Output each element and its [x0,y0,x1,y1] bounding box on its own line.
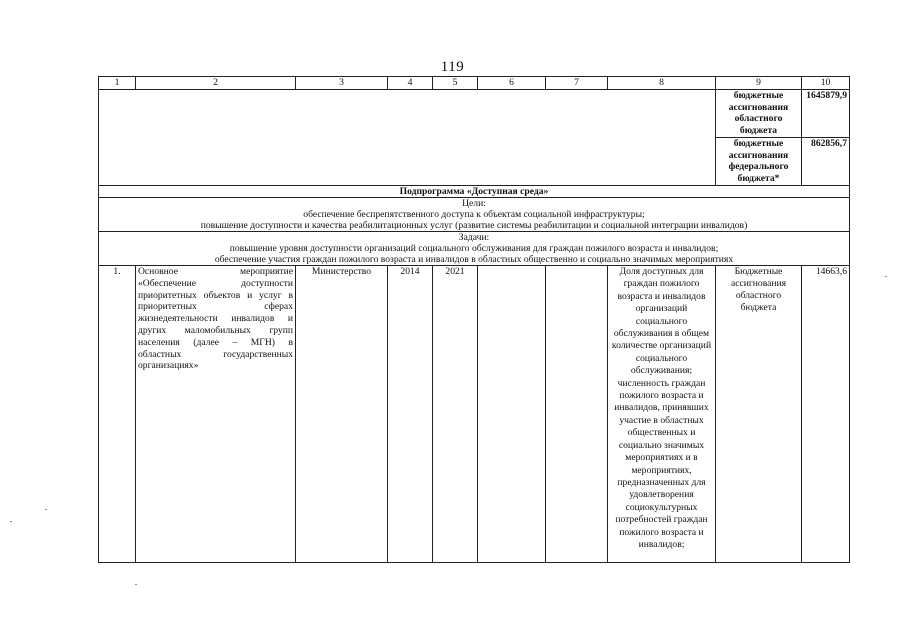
measure-description: Основное мероприятие «Обеспечение доступности приоритетных объектов и услуг в приоритетных сферах жизнедеятельности инвалидов и других маломобильных групп населения (далее – МГН) в областных государственных организациях» [136,266,296,563]
funding-source: бюджетные ассигнования федерального бюджета* [716,138,802,186]
scan-speck [45,509,47,510]
subprogram-title-row [99,186,850,198]
funding-source: Бюджетные ассигнования областного бюджета [716,266,802,563]
column-number-row [99,77,850,90]
goal-line: обеспечение беспрепятственного доступа к объектам социальной инфраструктуры; [303,209,645,220]
program-table [98,76,850,563]
executor: Министерство [296,266,388,563]
funding-row-regional [99,90,850,138]
column-number: 8 [608,77,716,90]
column-number: 9 [716,77,802,90]
column-number: 10 [802,77,850,90]
column-number: 1 [99,77,136,90]
end-year: 2021 [433,266,478,563]
scan-speck [885,276,887,277]
scan-speck [135,584,137,585]
goals-heading: Цели: [462,198,486,209]
measure-row [99,266,850,563]
column-7-cell [546,266,608,563]
goal-line: повышение доступности и качества реабилитационных услуг (развитие системы реабилитации и социальной интеграции инвалидов) [200,220,748,231]
funding-blank-cell [99,90,716,186]
task-line: обеспечение участия граждан пожилого возраста и инвалидов в областных общественно и социально значимых мероприятиях [214,254,734,265]
funding-amount: 1645879,9 [802,90,850,138]
task-line: повышение уровня доступности организаций социального обслуживания для граждан пожилого возраста и инвалидов; [229,243,719,254]
row-number: 1. [99,266,136,563]
column-number: 2 [136,77,296,90]
tasks-row [99,232,850,266]
column-number: 4 [388,77,433,90]
subprogram-title: Подпрограмма «Доступная среда» [99,186,850,198]
goals-row [99,198,850,232]
indicators-text: Доля доступных для граждан пожилого возраста и инвалидов организаций социального обслуживания в общем количестве организаций социального обслуживания; численность граждан пожилого возраста и инвалидов, принявших участие в областных общественных и социально значимых мероприятиях и в мероприятиях, предназначенных для удовлетворения социокультурных потребностей граждан пожилого возраста и инвалидов; [608,266,716,563]
start-year: 2014 [388,266,433,563]
column-6-cell [478,266,546,563]
funding-amount: 14663,6 [802,266,850,563]
tasks-heading: Задачи: [458,232,490,243]
goals-cell [99,198,850,232]
funding-source: бюджетные ассигнования областного бюджета [716,90,802,138]
column-number: 3 [296,77,388,90]
column-number: 7 [546,77,608,90]
tasks-cell [99,232,850,266]
page-number: 119 [440,59,465,75]
column-number: 6 [478,77,546,90]
scan-speck [10,521,12,522]
funding-amount: 862856,7 [802,138,850,186]
column-number: 5 [433,77,478,90]
